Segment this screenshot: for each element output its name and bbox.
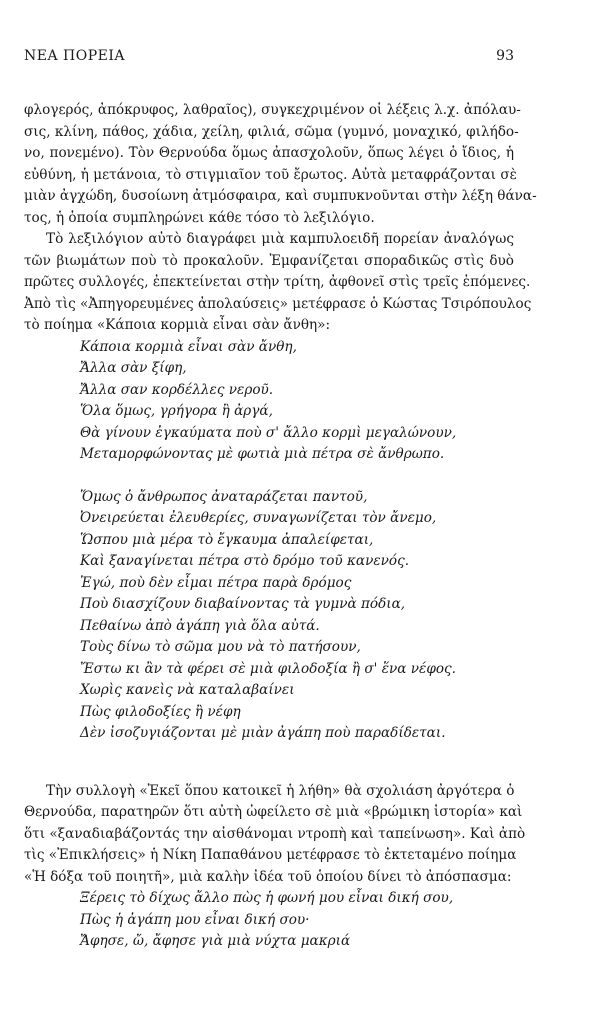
poem-verse: Δὲν ἰσοζυγιάζονται μὲ μιὰν ἀγάπη ποὺ παραδίδεται.	[80, 725, 446, 741]
poem-verse: Ἄφησε, ὤ, ἄφησε γιὰ μιὰ νύχτα μακριά	[80, 933, 351, 949]
page-body	[24, 100, 537, 953]
poem-2	[24, 888, 514, 953]
poem-verse: Ὅλα ὅμως, γρήγορα ἢ ἀργά,	[80, 403, 273, 419]
poem-1-stanza-1	[24, 337, 514, 466]
poem-verse: Ἐγώ, ποὺ δὲν εἶμαι πέτρα παρὰ δρόμος	[80, 574, 352, 591]
text-line: ὅτι «ξαναδιαβάζοντάς την αἰσθάνομαι ντροπὴ καὶ ταπείνωση». Καὶ ἀπὸ	[24, 825, 526, 842]
poem-verse: Κάποια κορμιὰ εἶναι σὰν ἄνθη,	[80, 338, 297, 355]
text-line: μιὰν ἀγχώδη, δυσοίωνη ἀτμόσφαιρα, καὶ συμπυκνοῦνται στὴν λέξη θάνα-	[24, 188, 537, 204]
poem-verse: Πεθαίνω ἀπὸ ἀγάπη γιὰ ὅλα αὐτά.	[80, 617, 320, 634]
paragraph-3	[24, 781, 526, 889]
poem-verse: Τοὺς δίνω τὸ σῶμα μου νὰ τὸ πατήσουν,	[80, 639, 361, 655]
poem-verse: Πὼς ἡ ἀγάπη μου εἶναι δική σου·	[80, 911, 310, 928]
poem-verse: Ἄλλα σαν κορδέλλες νεροῦ.	[80, 381, 274, 398]
text-line: σις, κλίνη, πάθος, χάδια, χείλη, φιλιά, σῶμα (γυμνό, μοναχικό, φιλήδο-	[24, 123, 519, 140]
poem-verse: Ὅμως ὁ ἄνθρωπος ἀναταράζεται παντοῦ,	[80, 488, 368, 505]
poem-verse: Ποὺ διασχίζουν διαβαίνοντας τὰ γυμνὰ πόδια,	[80, 596, 406, 612]
text-line: τὶς «Ἐπικλήσεις» ἡ Νίκη Παπαθάνου μετέφρασε τὸ ἐκτεταμένο ποίημα	[24, 847, 517, 863]
poem-verse: Ἔστω κι ἂν τὰ φέρει σὲ μιὰ φιλοδοξία ἢ σ' ἕνα νέφος.	[80, 660, 456, 677]
page-number: 93	[496, 48, 514, 64]
text-line: νο, πονεμένο). Τὸν Θερνούδα ὅμως ἀπασχολοῦν, ὅπως λέγει ὁ ἴδιος, ἡ	[24, 145, 514, 161]
text-line: Θερνούδα, παρατηρῶν ὅτι αὐτὴ ὠφείλετο σὲ μιὰ «βρώμικη ἱστορία» καὶ	[24, 804, 523, 820]
poem-verse: Χωρὶς κανεὶς νὰ καταλαβαίνει	[80, 682, 295, 698]
text-line: Τὴν συλλογὴ «Ἐκεῖ ὅπου κατοικεῖ ἡ λήθη» θὰ σχολιάση ἀργότερα ὁ	[46, 782, 515, 799]
text-line: εὐθύνη, ἡ μετάνοια, τὸ στιγμιαῖον τοῦ ἔρωτος. Αὐτὰ μεταφράζονται σὲ	[24, 166, 517, 183]
running-title: ΝΕΑ ΠΟΡΕΙΑ	[24, 48, 125, 64]
text-line: Ἀπὸ τὶς «Ἀπηγορευμένες ἀπολαύσεις» μετέφρασε ὁ Κώστας Τσιρόπουλος	[24, 295, 532, 312]
poem-verse: Καὶ ξαναγίνεται πέτρα στὸ δρόμο τοῦ κανενός.	[80, 553, 410, 569]
poem-1-stanza-2	[24, 487, 514, 745]
paragraph-2	[24, 229, 532, 337]
section-break	[24, 745, 514, 781]
text-line: τὸ ποίημα «Κάποια κορμιὰ εἶναι σὰν ἄνθη»:	[24, 317, 331, 333]
text-line: Τὸ λεξιλόγιον αὐτὸ διαγράφει μιὰ καμπυλοειδῆ πορείαν ἀναλόγως	[46, 231, 514, 247]
text-line: φλογερός, ἀπόκρυφος, λαθραῖος), συγκεχριμένον οἱ λέξεις λ.χ. ἀπόλαυ-	[24, 102, 521, 118]
page-header	[0, 48, 600, 68]
text-line: τος, ἡ ὁποία συμπληρώνει κάθε τόσο τὸ λεξιλόγιο.	[24, 209, 375, 226]
paragraph-1	[24, 100, 537, 229]
text-line: πρῶτες συλλογές, ἐπεκτείνεται στὴν τρίτη, ἀφθονεῖ στὶς τρεῖς ἑπόμενες.	[24, 274, 531, 290]
poem-verse: Ὥσπου μιὰ μέρα τὸ ἔγκαυμα ἀπαλείφεται,	[80, 531, 374, 548]
poem-verse: Μεταμορφώνοντας μὲ φωτιὰ μιὰ πέτρα σὲ ἄνθρωπο.	[80, 446, 445, 462]
stanza-break	[24, 466, 514, 487]
poem-verse: Ὀνειρεύεται ἐλευθερίες, συναγωνίζεται τὸν ἄνεμο,	[80, 510, 437, 526]
text-line: τῶν βιωμάτων ποὺ τὸ προκαλοῦν. Ἐμφανίζεται σποραδικῶς στὶς δυὸ	[24, 252, 514, 269]
poem-verse: Ξέρεις τὸ δίχως ἄλλο πὼς ἡ φωνή μου εἶναι δική σου,	[80, 890, 454, 906]
poem-verse: Θὰ γίνουν ἐγκαύματα ποὺ σ' ἄλλο κορμὶ μεγαλώνουν,	[80, 424, 457, 441]
poem-verse: Πὼς φιλοδοξίες ἢ νέφη	[80, 703, 241, 720]
poem-verse: Ἄλλα σὰν ξίφη,	[80, 360, 187, 376]
text-line: «Ἡ δόξα τοῦ ποιητῆ», μιὰ καλὴν ἰδέα τοῦ ὁποίου δίνει τὸ ἀπόσπασμα:	[24, 868, 512, 885]
